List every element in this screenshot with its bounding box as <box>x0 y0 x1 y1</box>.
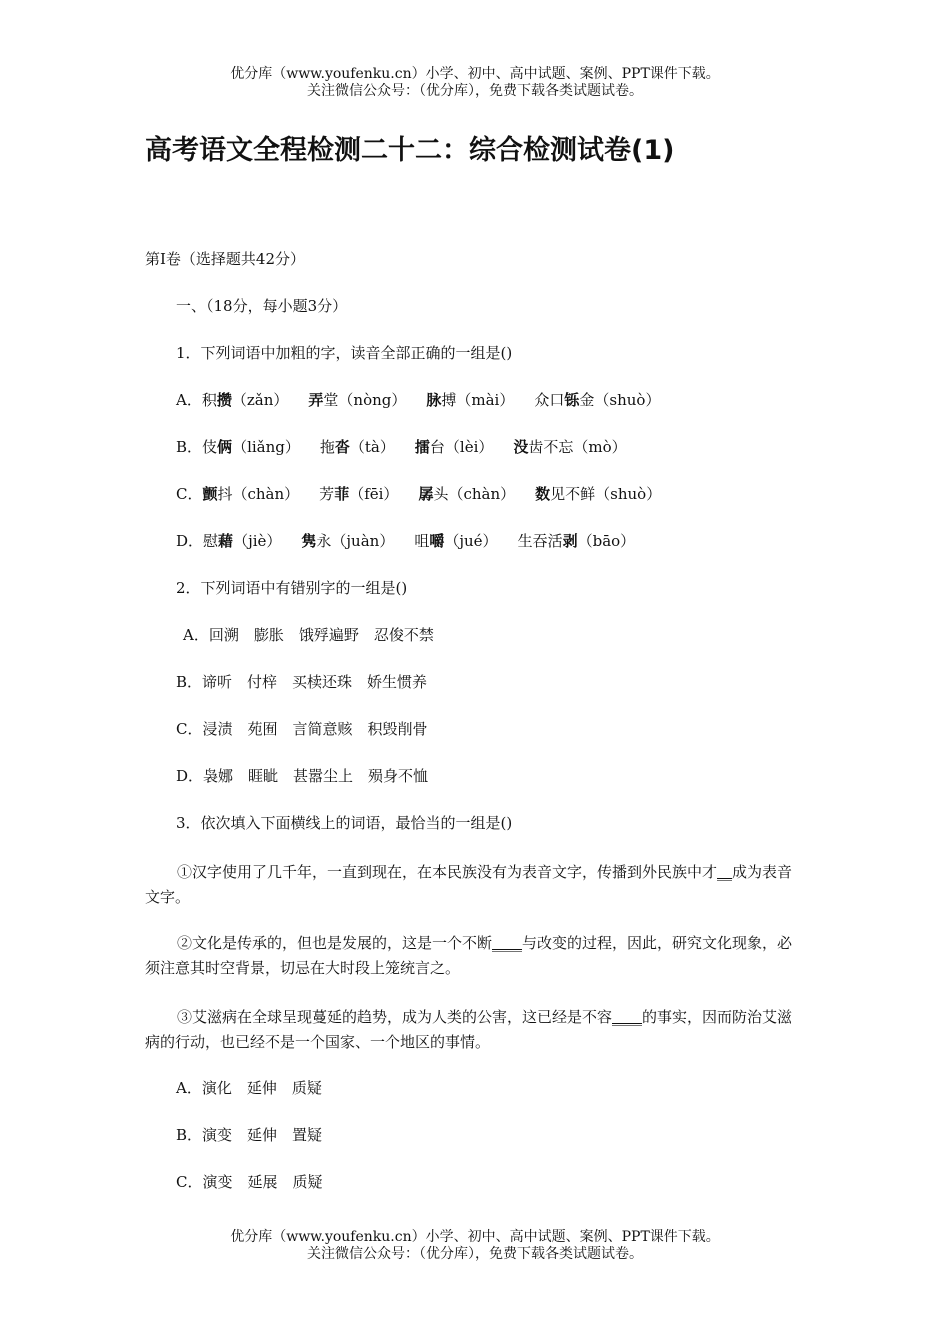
footer-line-2: 关注微信公众号：（优分库），免费下载各类试题试卷。 <box>307 1246 643 1262</box>
option-label: B． <box>176 438 203 456</box>
word: 孱头（chàn） <box>418 485 516 503</box>
word: 没齿不忘（mò） <box>513 438 627 456</box>
part-heading: 一、（18分，每小题3分） <box>176 297 348 315</box>
question-1-option-b <box>176 436 647 458</box>
question-2-option-d: D．袅娜 睚眦 甚嚣尘上 殒身不恤 <box>176 767 429 785</box>
page-title: 高考语文全程检测二十二：综合检测试卷(1) <box>145 135 675 166</box>
word: 积攒（zǎn） <box>201 391 289 409</box>
question-1-option-a <box>176 389 680 411</box>
question-1-option-d <box>176 530 655 552</box>
question-3-sentence-1: ①汉字使用了几千年，一直到现在，在本民族没有为表音文字，传播到外民族中才__成为表音文字。 <box>145 863 793 906</box>
answer-blank: ____ <box>612 1008 643 1026</box>
question-2-option-a: A．回溯 膨胀 饿殍遍野 忍俊不禁 <box>183 626 434 644</box>
question-2-option-c: C．浸渍 苑囿 言简意赅 积毁削骨 <box>176 720 428 738</box>
word: 拖沓（tà） <box>319 438 395 456</box>
word: 芳菲（fēi） <box>319 485 399 503</box>
header-line-2: 关注微信公众号：（优分库），免费下载各类试题试卷。 <box>307 83 643 99</box>
word: 数见不鲜（shuò） <box>535 485 662 503</box>
word: 慰藉（jiè） <box>203 532 282 550</box>
question-3-option-c: C．演变 延展 质疑 <box>176 1173 323 1191</box>
word: 伎俩（liǎng） <box>202 438 300 456</box>
question-3-stem: 3．依次填入下面横线上的词语，最恰当的一组是() <box>176 814 513 832</box>
section-heading: 第Ⅰ卷（选择题共42分） <box>145 250 306 268</box>
word: 弄堂（nòng） <box>308 391 407 409</box>
word: 脉搏（mài） <box>426 391 515 409</box>
option-label: A． <box>176 391 202 409</box>
question-2-option-b: B．谛听 付梓 买椟还珠 娇生惯养 <box>176 673 428 691</box>
question-3-sentence-2: ②文化是传承的，但也是发展的，这是一个不断____与改变的过程，因此，研究文化现象，必须注意其时空背景，切忌在大时段上笼统言之。 <box>145 934 793 977</box>
word: 颤抖（chàn） <box>202 485 300 503</box>
page-header <box>0 66 950 100</box>
footer-line-1: 优分库（www.youfenku.cn）小学、初中、高中试题、案例、PPT课件下载。 <box>230 1229 720 1245</box>
question-1-option-c <box>176 483 681 505</box>
question-3-option-a: A．演化 延伸 质疑 <box>176 1079 322 1097</box>
word: 擂台（lèi） <box>414 438 494 456</box>
word: 生吞活剥（bāo） <box>517 532 636 550</box>
word: 众口铄金（shuò） <box>534 391 661 409</box>
word: 隽永（juàn） <box>301 532 395 550</box>
header-line-1: 优分库（www.youfenku.cn）小学、初中、高中试题、案例、PPT课件下载。 <box>230 66 720 82</box>
question-2-stem: 2．下列词语中有错别字的一组是() <box>176 579 408 597</box>
question-3-option-b: B．演变 延伸 置疑 <box>176 1126 323 1144</box>
answer-blank: ____ <box>492 934 523 952</box>
answer-blank: __ <box>717 863 733 881</box>
option-label: D． <box>176 532 204 550</box>
question-3-sentence-3: ③艾滋病在全球呈现蔓延的趋势，成为人类的公害，这已经是不容____的事实，因而防治艾滋病的行动，也已经不是一个国家、一个地区的事情。 <box>145 1008 793 1051</box>
word: 咀嚼（jué） <box>414 532 498 550</box>
page-footer <box>0 1229 950 1263</box>
question-1-stem: 1．下列词语中加粗的字，读音全部正确的一组是() <box>176 344 513 362</box>
option-label: C． <box>176 485 203 503</box>
